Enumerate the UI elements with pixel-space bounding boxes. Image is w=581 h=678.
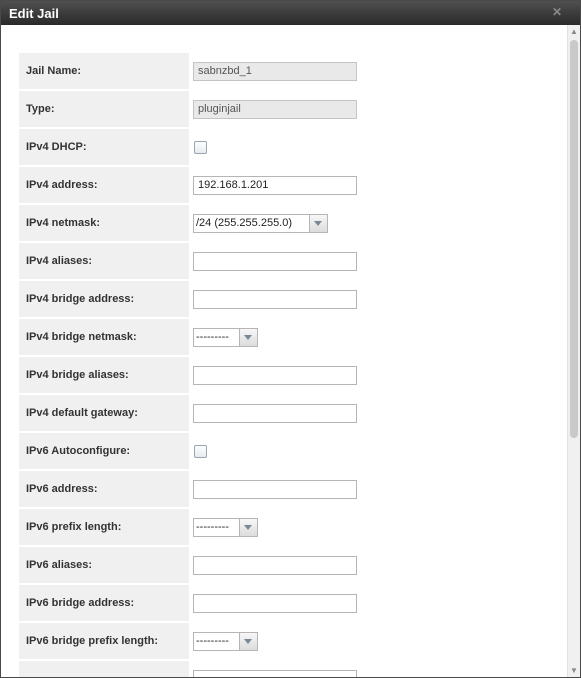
row-ipv4-default-gateway [19, 395, 549, 431]
ipv4-bridge-aliases-input[interactable] [193, 366, 357, 385]
ipv6-prefix-length-value: --------- [196, 521, 229, 533]
ipv6-bridge-prefix-length-label: IPv6 bridge prefix length: [19, 623, 189, 659]
row-next-partial [19, 661, 549, 677]
ipv4-address-input[interactable]: 192.168.1.201 [193, 176, 357, 195]
ipv4-aliases-label: IPv4 aliases: [19, 243, 189, 279]
row-jail-name [19, 53, 549, 89]
ipv6-bridge-address-label: IPv6 bridge address: [19, 585, 189, 621]
ipv4-default-gateway-label: IPv4 default gateway: [19, 395, 189, 431]
ipv4-bridge-aliases-label: IPv4 bridge aliases: [19, 357, 189, 393]
row-ipv4-bridge-address [19, 281, 549, 317]
ipv4-bridge-address-label: IPv4 bridge address: [19, 281, 189, 317]
chevron-down-icon[interactable] [309, 215, 327, 232]
dialog-titlebar [1, 1, 580, 25]
jail-name-input: sabnzbd_1 [193, 62, 357, 81]
ipv4-netmask-select[interactable] [193, 214, 328, 233]
row-ipv4-dhcp [19, 129, 549, 165]
row-ipv4-address [19, 167, 549, 203]
ipv6-autoconfigure-label: IPv6 Autoconfigure: [19, 433, 189, 469]
type-input: pluginjail [193, 100, 357, 119]
row-ipv4-netmask [19, 205, 549, 241]
ipv4-dhcp-label: IPv4 DHCP: [19, 129, 189, 165]
next-row-input[interactable] [193, 670, 357, 677]
ipv6-address-input[interactable] [193, 480, 357, 499]
ipv6-autoconfigure-checkbox[interactable] [194, 445, 207, 458]
scrollbar-thumb[interactable] [570, 40, 578, 438]
vertical-scrollbar[interactable] [567, 25, 580, 677]
ipv4-bridge-netmask-value: --------- [196, 331, 229, 343]
ipv4-address-label: IPv4 address: [19, 167, 189, 203]
row-ipv6-bridge-address [19, 585, 549, 621]
chevron-down-icon[interactable] [239, 329, 257, 346]
ipv6-aliases-input[interactable] [193, 556, 357, 575]
jail-name-label: Jail Name: [19, 53, 189, 89]
ipv6-aliases-label: IPv6 aliases: [19, 547, 189, 583]
row-ipv6-address [19, 471, 549, 507]
ipv6-bridge-prefix-length-select[interactable] [193, 632, 258, 651]
close-icon[interactable]: ✕ [551, 5, 562, 19]
ipv4-bridge-netmask-select[interactable] [193, 328, 258, 347]
dialog-title: Edit Jail [9, 6, 59, 21]
scroll-up-icon[interactable]: ▲ [570, 27, 578, 36]
row-ipv4-aliases [19, 243, 549, 279]
ipv4-netmask-label: IPv4 netmask: [19, 205, 189, 241]
next-row-label [19, 661, 189, 677]
chevron-down-icon[interactable] [239, 633, 257, 650]
ipv6-prefix-length-label: IPv6 prefix length: [19, 509, 189, 545]
row-type [19, 91, 549, 127]
ipv4-aliases-input[interactable] [193, 252, 357, 271]
row-ipv6-autoconfigure [19, 433, 549, 469]
chevron-down-icon[interactable] [239, 519, 257, 536]
ipv6-bridge-address-input[interactable] [193, 594, 357, 613]
ipv6-bridge-prefix-length-value: --------- [196, 635, 229, 647]
row-ipv6-bridge-prefix-length [19, 623, 549, 659]
ipv4-netmask-value: /24 (255.255.255.0) [196, 217, 293, 229]
ipv6-prefix-length-select[interactable] [193, 518, 258, 537]
ipv4-default-gateway-input[interactable] [193, 404, 357, 423]
scroll-down-icon[interactable]: ▼ [570, 666, 578, 675]
row-ipv6-prefix-length [19, 509, 549, 545]
row-ipv4-bridge-netmask [19, 319, 549, 355]
ipv4-dhcp-checkbox[interactable] [194, 141, 207, 154]
ipv4-bridge-address-input[interactable] [193, 290, 357, 309]
row-ipv4-bridge-aliases [19, 357, 549, 393]
row-ipv6-aliases [19, 547, 549, 583]
form-content [1, 25, 567, 677]
ipv4-bridge-netmask-label: IPv4 bridge netmask: [19, 319, 189, 355]
type-label: Type: [19, 91, 189, 127]
ipv6-address-label: IPv6 address: [19, 471, 189, 507]
